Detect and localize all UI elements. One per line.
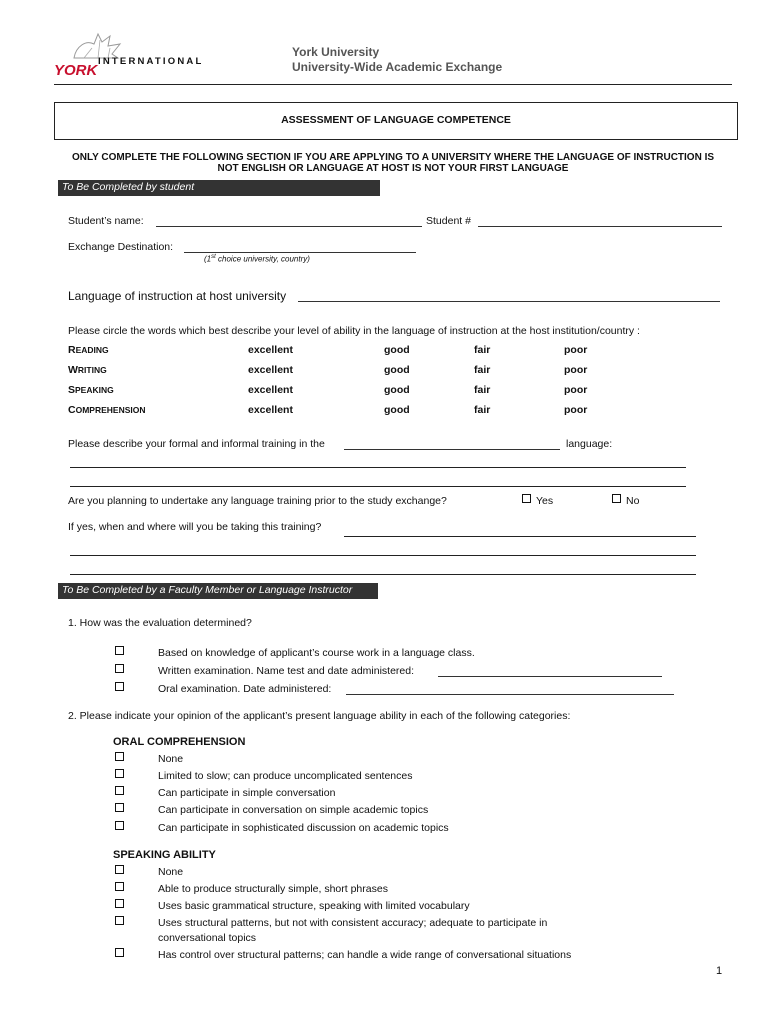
- level-excellent[interactable]: excellent: [248, 344, 293, 356]
- when-line-3[interactable]: [70, 574, 696, 575]
- logo-york-text: YORK: [54, 62, 98, 79]
- skill-comprehension: COMPREHENSION: [68, 404, 146, 416]
- speaking-option-1-label: None: [158, 866, 184, 878]
- q1-option-1-checkbox[interactable]: [115, 646, 124, 655]
- oral-option-4-label: Can participate in conversation on simple academic topics: [158, 804, 429, 816]
- speaking-option-5-label: Has control over structural patterns; can handle a wide range of conversational situations: [158, 949, 572, 961]
- skill-writing: WRITING: [68, 364, 107, 376]
- level-fair[interactable]: fair: [474, 344, 491, 356]
- oral-option-3-label: Can participate in simple conversation: [158, 787, 336, 799]
- q1-option-3-checkbox[interactable]: [115, 682, 124, 691]
- level-excellent[interactable]: excellent: [248, 384, 293, 396]
- written-exam-field[interactable]: [438, 664, 662, 677]
- oral-option-2-checkbox[interactable]: [115, 769, 124, 778]
- oral-option-1-label: None: [158, 753, 184, 765]
- speaking-option-4-label: Uses structural patterns, but not with consistent accuracy; adequate to participate in: [158, 917, 548, 929]
- level-good[interactable]: good: [384, 404, 410, 416]
- question-1: 1. How was the evaluation determined?: [68, 617, 252, 629]
- oral-option-4-checkbox[interactable]: [115, 803, 124, 812]
- speaking-ability-heading: SPEAKING ABILITY: [113, 849, 216, 861]
- speaking-option-3-label: Uses basic grammatical structure, speaking with limited vocabulary: [158, 900, 470, 912]
- when-prompt: If yes, when and where will you be taking this training?: [68, 521, 322, 533]
- q1-option-1-label: Based on knowledge of applicant’s course work in a language class.: [158, 647, 475, 659]
- oral-comprehension-heading: ORAL COMPREHENSION: [113, 736, 246, 748]
- speaking-option-2-label: Able to produce structurally simple, short phrases: [158, 883, 388, 895]
- when-line-1[interactable]: [344, 536, 696, 537]
- speaking-option-3-checkbox[interactable]: [115, 899, 124, 908]
- student-number-label: Student #: [426, 215, 471, 227]
- logo-international-text: INTERNATIONAL: [98, 56, 204, 67]
- when-line-2[interactable]: [70, 555, 696, 556]
- notice-line-1: ONLY COMPLETE THE FOLLOWING SECTION IF YOU ARE APPLYING TO A UNIVERSITY WHERE THE LANGUAGE OF INSTRUCTION IS: [71, 152, 715, 163]
- planning-prompt: Are you planning to undertake any language training prior to the study exchange?: [68, 495, 447, 507]
- circle-prompt: Please circle the words which best describe your level of ability in the language of instruction at the host institution/country :: [68, 325, 640, 337]
- yes-label: Yes: [536, 495, 554, 507]
- no-label: No: [626, 495, 640, 507]
- level-poor[interactable]: poor: [564, 364, 588, 376]
- page-title: ASSESSMENT OF LANGUAGE COMPETENCE: [281, 114, 511, 126]
- oral-option-3-checkbox[interactable]: [115, 786, 124, 795]
- level-poor[interactable]: poor: [564, 404, 588, 416]
- oral-option-1-checkbox[interactable]: [115, 752, 124, 761]
- skill-reading: READING: [68, 344, 109, 356]
- level-poor[interactable]: poor: [564, 384, 588, 396]
- host-language-field[interactable]: [298, 288, 720, 302]
- faculty-section-bar: To Be Completed by a Faculty Member or Language Instructor: [58, 583, 378, 599]
- level-good[interactable]: good: [384, 384, 410, 396]
- level-poor[interactable]: poor: [564, 344, 588, 356]
- oral-option-5-checkbox[interactable]: [115, 821, 124, 830]
- title-box: [54, 102, 738, 140]
- level-fair[interactable]: fair: [474, 404, 491, 416]
- training-line-2[interactable]: [70, 486, 686, 487]
- speaking-option-4-continued: conversational topics: [158, 932, 257, 944]
- level-good[interactable]: good: [384, 344, 410, 356]
- speaking-option-5-checkbox[interactable]: [115, 948, 124, 957]
- level-excellent[interactable]: excellent: [248, 404, 293, 416]
- exchange-destination-label: Exchange Destination:: [68, 241, 174, 253]
- level-excellent[interactable]: excellent: [248, 364, 293, 376]
- q1-option-3-label: Oral examination. Date administered:: [158, 683, 332, 695]
- speaking-option-2-checkbox[interactable]: [115, 882, 124, 891]
- question-2: 2. Please indicate your opinion of the applicant’s present language ability in each of the following categories:: [68, 710, 571, 722]
- oral-exam-field[interactable]: [346, 682, 674, 695]
- oral-option-2-label: Limited to slow; can produce uncomplicated sentences: [158, 770, 413, 782]
- student-name-field[interactable]: [156, 214, 422, 227]
- training-suffix: language:: [566, 438, 613, 450]
- header-rule: [54, 84, 732, 85]
- oral-option-5-label: Can participate in sophisticated discussion on academic topics: [158, 822, 449, 834]
- destination-hint: (1st choice university, country): [204, 254, 310, 264]
- speaking-option-4-checkbox[interactable]: [115, 916, 124, 925]
- training-language-field[interactable]: [344, 437, 560, 450]
- level-fair[interactable]: fair: [474, 364, 491, 376]
- q1-option-2-label: Written examination. Name test and date administered:: [158, 665, 415, 677]
- student-section-bar: To Be Completed by student: [58, 180, 380, 196]
- level-good[interactable]: good: [384, 364, 410, 376]
- student-number-field[interactable]: [478, 214, 722, 227]
- notice-line-2: NOT ENGLISH OR LANGUAGE AT HOST IS NOT YOUR FIRST LANGUAGE: [217, 163, 569, 174]
- training-prompt: Please describe your formal and informal training in the: [68, 438, 325, 450]
- skill-speaking: SPEAKING: [68, 384, 114, 396]
- q1-option-2-checkbox[interactable]: [115, 664, 124, 673]
- student-name-label: Student’s name:: [68, 215, 144, 227]
- header-org: York University: [292, 45, 380, 59]
- no-checkbox[interactable]: [612, 494, 621, 503]
- yes-checkbox[interactable]: [522, 494, 531, 503]
- page-number: 1: [716, 965, 723, 977]
- training-line-1[interactable]: [70, 467, 686, 468]
- host-language-label: Language of instruction at host university: [68, 289, 287, 303]
- speaking-option-1-checkbox[interactable]: [115, 865, 124, 874]
- header-program: University-Wide Academic Exchange: [292, 60, 503, 74]
- exchange-destination-field[interactable]: [184, 240, 416, 253]
- level-fair[interactable]: fair: [474, 384, 491, 396]
